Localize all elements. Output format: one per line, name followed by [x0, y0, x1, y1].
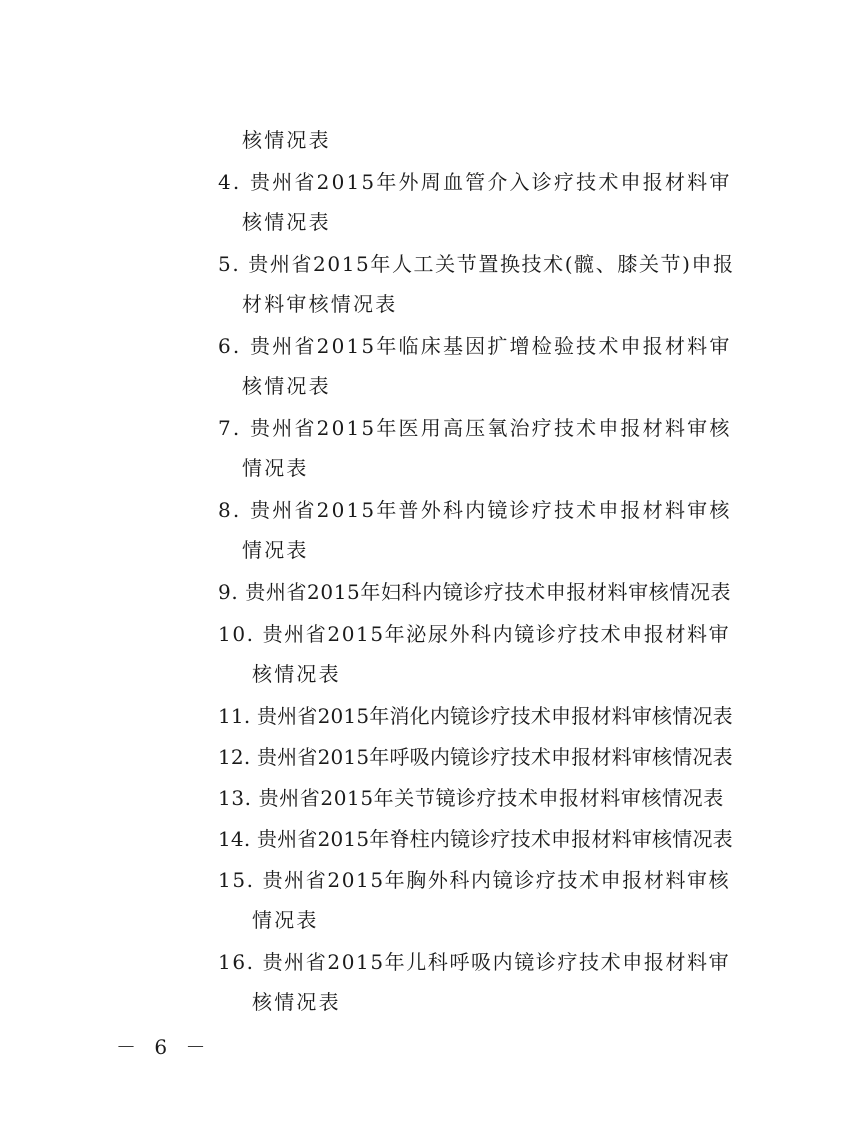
list-item-3-continuation: 核情况表: [242, 128, 331, 152]
list-item-16-continuation: 核情况表: [252, 990, 341, 1014]
list-item-8: 8. 贵州省2015年普外科内镜诊疗技术申报材料审核: [218, 498, 732, 522]
list-item-14: 14. 贵州省2015年脊柱内镜诊疗技术申报材料审核情况表: [218, 827, 733, 851]
list-item-11: 11. 贵州省2015年消化内镜诊疗技术申报材料审核情况表: [218, 704, 733, 728]
list-item-6: 6. 贵州省2015年临床基因扩增检验技术申报材料审: [218, 334, 732, 358]
list-item-4-continuation: 核情况表: [242, 210, 331, 234]
list-item-12: 12. 贵州省2015年呼吸内镜诊疗技术申报材料审核情况表: [218, 745, 733, 769]
list-item-7-continuation: 情况表: [242, 456, 309, 480]
list-item-10-continuation: 核情况表: [252, 662, 341, 686]
list-item-8-continuation: 情况表: [242, 538, 309, 562]
list-item-15: 15. 贵州省2015年胸外科内镜诊疗技术申报材料审核: [218, 868, 731, 892]
page-number: － 6 －: [116, 1035, 212, 1059]
list-item-13: 13. 贵州省2015年关节镜诊疗技术申报材料审核情况表: [218, 786, 724, 810]
list-item-16: 16. 贵州省2015年儿科呼吸内镜诊疗技术申报材料审: [218, 950, 731, 974]
list-item-7: 7. 贵州省2015年医用高压氧治疗技术申报材料审核: [218, 416, 732, 440]
list-item-5-continuation: 材料审核情况表: [242, 292, 398, 316]
list-item-10: 10. 贵州省2015年泌尿外科内镜诊疗技术申报材料审: [218, 622, 731, 646]
list-item-5: 5. 贵州省2015年人工关节置换技术(髋、膝关节)申报: [218, 252, 735, 276]
list-item-15-continuation: 情况表: [252, 908, 319, 932]
list-item-9: 9. 贵州省2015年妇科内镜诊疗技术申报材料审核情况表: [218, 580, 732, 604]
list-item-4: 4. 贵州省2015年外周血管介入诊疗技术申报材料审: [218, 170, 732, 194]
list-item-6-continuation: 核情况表: [242, 374, 331, 398]
